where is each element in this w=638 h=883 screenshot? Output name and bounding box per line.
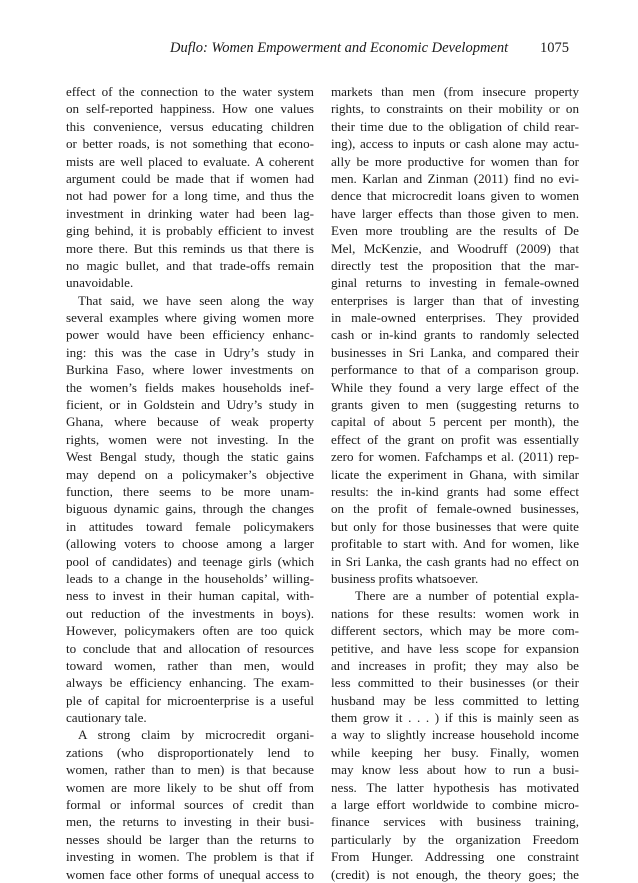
text-line: the women’s fields makes households inef- xyxy=(66,379,314,395)
text-line: mists are well placed to evaluate. A coherent xyxy=(66,153,314,169)
text-line: markets than men (from insecure property xyxy=(331,84,579,99)
text-line: or better roads, is not something that econo- xyxy=(66,136,314,152)
text-line: power would have been efficiency enhanc- xyxy=(66,327,314,343)
text-line: However, policymakers often are too quick xyxy=(66,623,314,639)
text-line: A strong claim by microcredit organi- xyxy=(78,727,314,743)
text-line: investment in drinking water had been lag- xyxy=(66,205,314,221)
text-line: on self-reported happiness. How one values xyxy=(66,101,314,117)
text-line: Even more troubling are the results of De xyxy=(331,223,579,239)
text-line: zero for women. Fafchamps et al. (2011) rep- xyxy=(331,449,579,465)
text-line: effect of the grant on profit was essentially xyxy=(331,431,579,447)
running-head: Duflo: Women Empowerment and Economic Development xyxy=(170,40,509,56)
text-line: different sectors, which may be more com- xyxy=(331,623,579,639)
text-line: While they found a very large effect of the xyxy=(331,379,579,395)
text-line: in male-owned enterprises. They provided xyxy=(331,310,579,326)
text-line: several examples where giving women more xyxy=(66,310,314,326)
text-line: ginal returns to investing in female-owned xyxy=(331,275,579,291)
text-line: unavoidable. xyxy=(66,275,134,291)
text-line: ness to invest in their human capital, with- xyxy=(66,588,314,604)
page-number: 1075 xyxy=(540,40,569,56)
text-line: rights, women were not investing. In the xyxy=(66,431,314,447)
text-line: not had power for a long time, and thus the xyxy=(66,188,314,204)
text-line: profitable to start with. And for women, like xyxy=(331,536,579,552)
right-column xyxy=(331,83,579,883)
text-line: ging behind, it is probably efficient to invest xyxy=(66,223,314,239)
text-line: West Bengal study, though the static gains xyxy=(66,449,314,465)
text-line: leads to a change in the households’ willing- xyxy=(66,570,314,586)
text-line: may depend on a policymaker’s objective xyxy=(66,466,314,482)
text-line: enterprises is larger than that of investing xyxy=(331,292,579,308)
text-line: women, rather than to men) is that because xyxy=(66,762,314,778)
text-line: (credit) is not enough, the theory goes; the xyxy=(331,866,579,882)
text-line: ficient, or in Goldstein and Udry’s study in xyxy=(66,397,314,413)
text-line: Ghana, where because of weak property xyxy=(66,414,314,430)
text-line: always be efficiency enhancing. The exam- xyxy=(66,675,314,691)
text-line: women face other forms of unequal access to xyxy=(66,866,314,882)
text-line: zations (who disproportionately lend to xyxy=(66,744,314,760)
left-column xyxy=(66,83,314,883)
text-line: ing), access to inputs or cash alone may actu- xyxy=(331,136,579,152)
text-line: rights, to constraints on their mobility or on xyxy=(331,101,579,117)
text-line: ple of capital for microenterprise is a useful xyxy=(66,692,314,708)
text-line: in attitudes toward female policymakers xyxy=(66,518,314,534)
text-line: From Hunger. Addressing one constraint xyxy=(331,849,579,865)
text-line: their time due to the obligation of child rear- xyxy=(331,118,579,134)
text-line: businesses in Sri Lanka, and compared their xyxy=(331,344,579,360)
text-line: nesses should be larger than the returns to xyxy=(66,831,314,847)
text-line: less committed to their businesses (or their xyxy=(331,675,579,691)
text-line: effect of the connection to the water system xyxy=(66,84,314,99)
text-line: a large effort worldwide to combine micro- xyxy=(331,797,579,813)
text-line: argument could be made that if women had xyxy=(66,170,314,186)
text-line: this convenience, versus educating children xyxy=(66,118,314,134)
text-line: cash or in-kind grants to randomly selected xyxy=(331,327,579,343)
text-line: Mel, McKenzie, and Woodruff (2009) that xyxy=(331,240,579,256)
text-line: may know less about how to run a busi- xyxy=(331,762,579,778)
text-line: capital of about 5 percent per month), the xyxy=(331,414,579,430)
text-line: function, there seems to be more unam- xyxy=(66,483,314,499)
text-line: men, the returns to investing in their busi- xyxy=(66,814,314,830)
text-line: petitive, and have less scope for expansion xyxy=(331,640,579,656)
text-line: biguous dynamic gains, through the changes xyxy=(66,501,314,517)
text-line: to conclude that and allocation of resources xyxy=(66,640,314,656)
text-line: ness. The latter hypothesis has motivated xyxy=(331,779,579,795)
text-line: while keeping her busy. Finally, women xyxy=(331,744,579,760)
text-line: and increases in profit; they may also be xyxy=(331,657,579,673)
text-line: men. Karlan and Zinman (2011) find no evi- xyxy=(331,170,579,186)
text-line: formal or informal sources of credit than xyxy=(66,797,314,813)
text-line: a way to slightly increase household income xyxy=(331,727,579,743)
text-line: ing: this was the case in Udry’s study in xyxy=(66,344,314,360)
text-line: out reduction of the investments in boys). xyxy=(66,605,314,621)
text-line: That said, we have seen along the way xyxy=(78,292,314,308)
text-line: on the profit of female-owned businesses, xyxy=(331,501,579,517)
text-line: performance to that of a comparison group. xyxy=(331,362,579,378)
text-line: them grow it . . . ) if this is mainly seen as xyxy=(331,710,579,726)
text-line: husband may be less committed to letting xyxy=(331,692,579,708)
text-line: finance services with business training, xyxy=(331,814,579,830)
text-line: particularly by the organization Freedom xyxy=(331,831,579,847)
text-line: but only for those businesses that were quite xyxy=(331,518,579,534)
page-header xyxy=(0,40,638,60)
text-line: ally be more productive for women than for xyxy=(331,153,579,169)
text-line: directly test the proposition that the mar- xyxy=(331,257,579,273)
text-line: pool of candidates) and teenage girls (which xyxy=(66,553,314,569)
text-line: no magic bullet, and that trade-offs remain xyxy=(66,257,314,273)
text-line: nations for these results: women work in xyxy=(331,605,579,621)
text-line: in Sri Lanka, the cash grants had no effect on xyxy=(331,553,579,569)
text-line: There are a number of potential expla- xyxy=(355,588,579,604)
text-line: more there. But this reminds us that there is xyxy=(66,240,314,256)
text-line: women are more likely to be shut off from xyxy=(66,779,314,795)
text-line: have larger effects than those given to men. xyxy=(331,205,579,221)
text-line: dence that microcredit loans given to women xyxy=(331,188,579,204)
text-line: (allowing voters to choose among a larger xyxy=(66,536,314,552)
text-line: results: the in-kind grants had some effect xyxy=(331,483,579,499)
text-line: toward women, rather than men, would xyxy=(66,657,314,673)
text-line: cautionary tale. xyxy=(66,710,147,726)
text-line: business profits whatsoever. xyxy=(331,570,479,586)
text-line: investing in women. The problem is that if xyxy=(66,849,314,865)
text-line: licate the experiment in Ghana, with similar xyxy=(331,466,579,482)
text-line: Burkina Faso, where lower investments on xyxy=(66,362,314,378)
text-line: grants given to men (suggesting returns to xyxy=(331,397,579,413)
